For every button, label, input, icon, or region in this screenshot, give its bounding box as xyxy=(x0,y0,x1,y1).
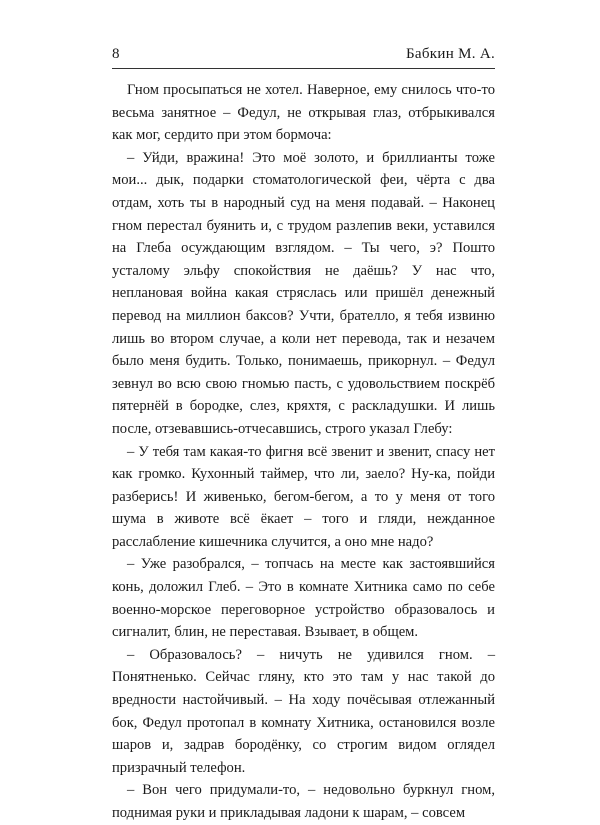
body-text xyxy=(112,79,495,825)
paragraph-5: – Образовалось? – ничуть не удивился гном. – Понятненько. Сейчас гляну, кто это там у нас такой до вредности настойчивый. – На ходу почёсывая отлежанный бок, Федул протопал в комнату Хитника, остановился возле шаров и, задрав бородёнку, со строгим видом оглядел призрачный телефон. xyxy=(112,646,495,776)
paragraph-1: Гном просыпаться не хотел. Наверное, ему снилось что-то весьма занятное – Федул, не открывая глаз, отбрыкивался как мог, сердито при этом бормоча: xyxy=(112,82,495,144)
paragraph-6: – Вон чего придумали-то, – недовольно буркнул гном, поднимая руки и прикладывая ладони к шарам, – совсем xyxy=(112,782,495,821)
running-head xyxy=(112,42,495,69)
paragraph-2: – Уйди, вражина! Это моё золото, и бриллианты тоже мои... дык, подарки стоматологической феи, чёрта с два отдам, хоть ты в народный суд на меня подавай. – Наконец гном перестал буянить и, с трудом разлепив веки, уставился на Глеба осуждающим взглядом. – Ты чего, э? Пошто усталому эльфу спокойствия не даёшь? У нас что, неплановая война какая стряслась или пришёл денежный перевод на миллион баксов? Учти, брателло, я тебя извиню лишь во втором случае, а коли нет перевода, так и незачем было меня будить. Только, понимаешь, прикорнул. – Федул зевнул во всю свою гномью пасть, с удовольствием поскрёб пятернёй в бородке, слез, кряхтя, с раскладушки. И лишь после, отзевавшись-отчесавшись, строго указал Глебу: xyxy=(112,149,495,437)
author-name: Бабкин М. А. xyxy=(405,46,495,62)
paragraph-3: – У тебя там какая-то фигня всё звенит и звенит, спасу нет как громко. Кухонный таймер, что ли, заело? Ну-ка, пойди разберись! И живенько, бегом-бегом, а то у меня от того шума в животе всё ёкает – того и гляди, нежданное расслабление кишечника случится, а оно мне надо? xyxy=(112,443,495,550)
page-number: 8 xyxy=(112,46,120,62)
paragraph-4: – Уже разобрался, – топчась на месте как застоявшийся конь, доложил Глеб. – Это в комнате Хитника само по себе военно-морское переговорное устройство образовалось и сигналит, блин, не переставая. Взывает, в общем. xyxy=(112,556,495,641)
